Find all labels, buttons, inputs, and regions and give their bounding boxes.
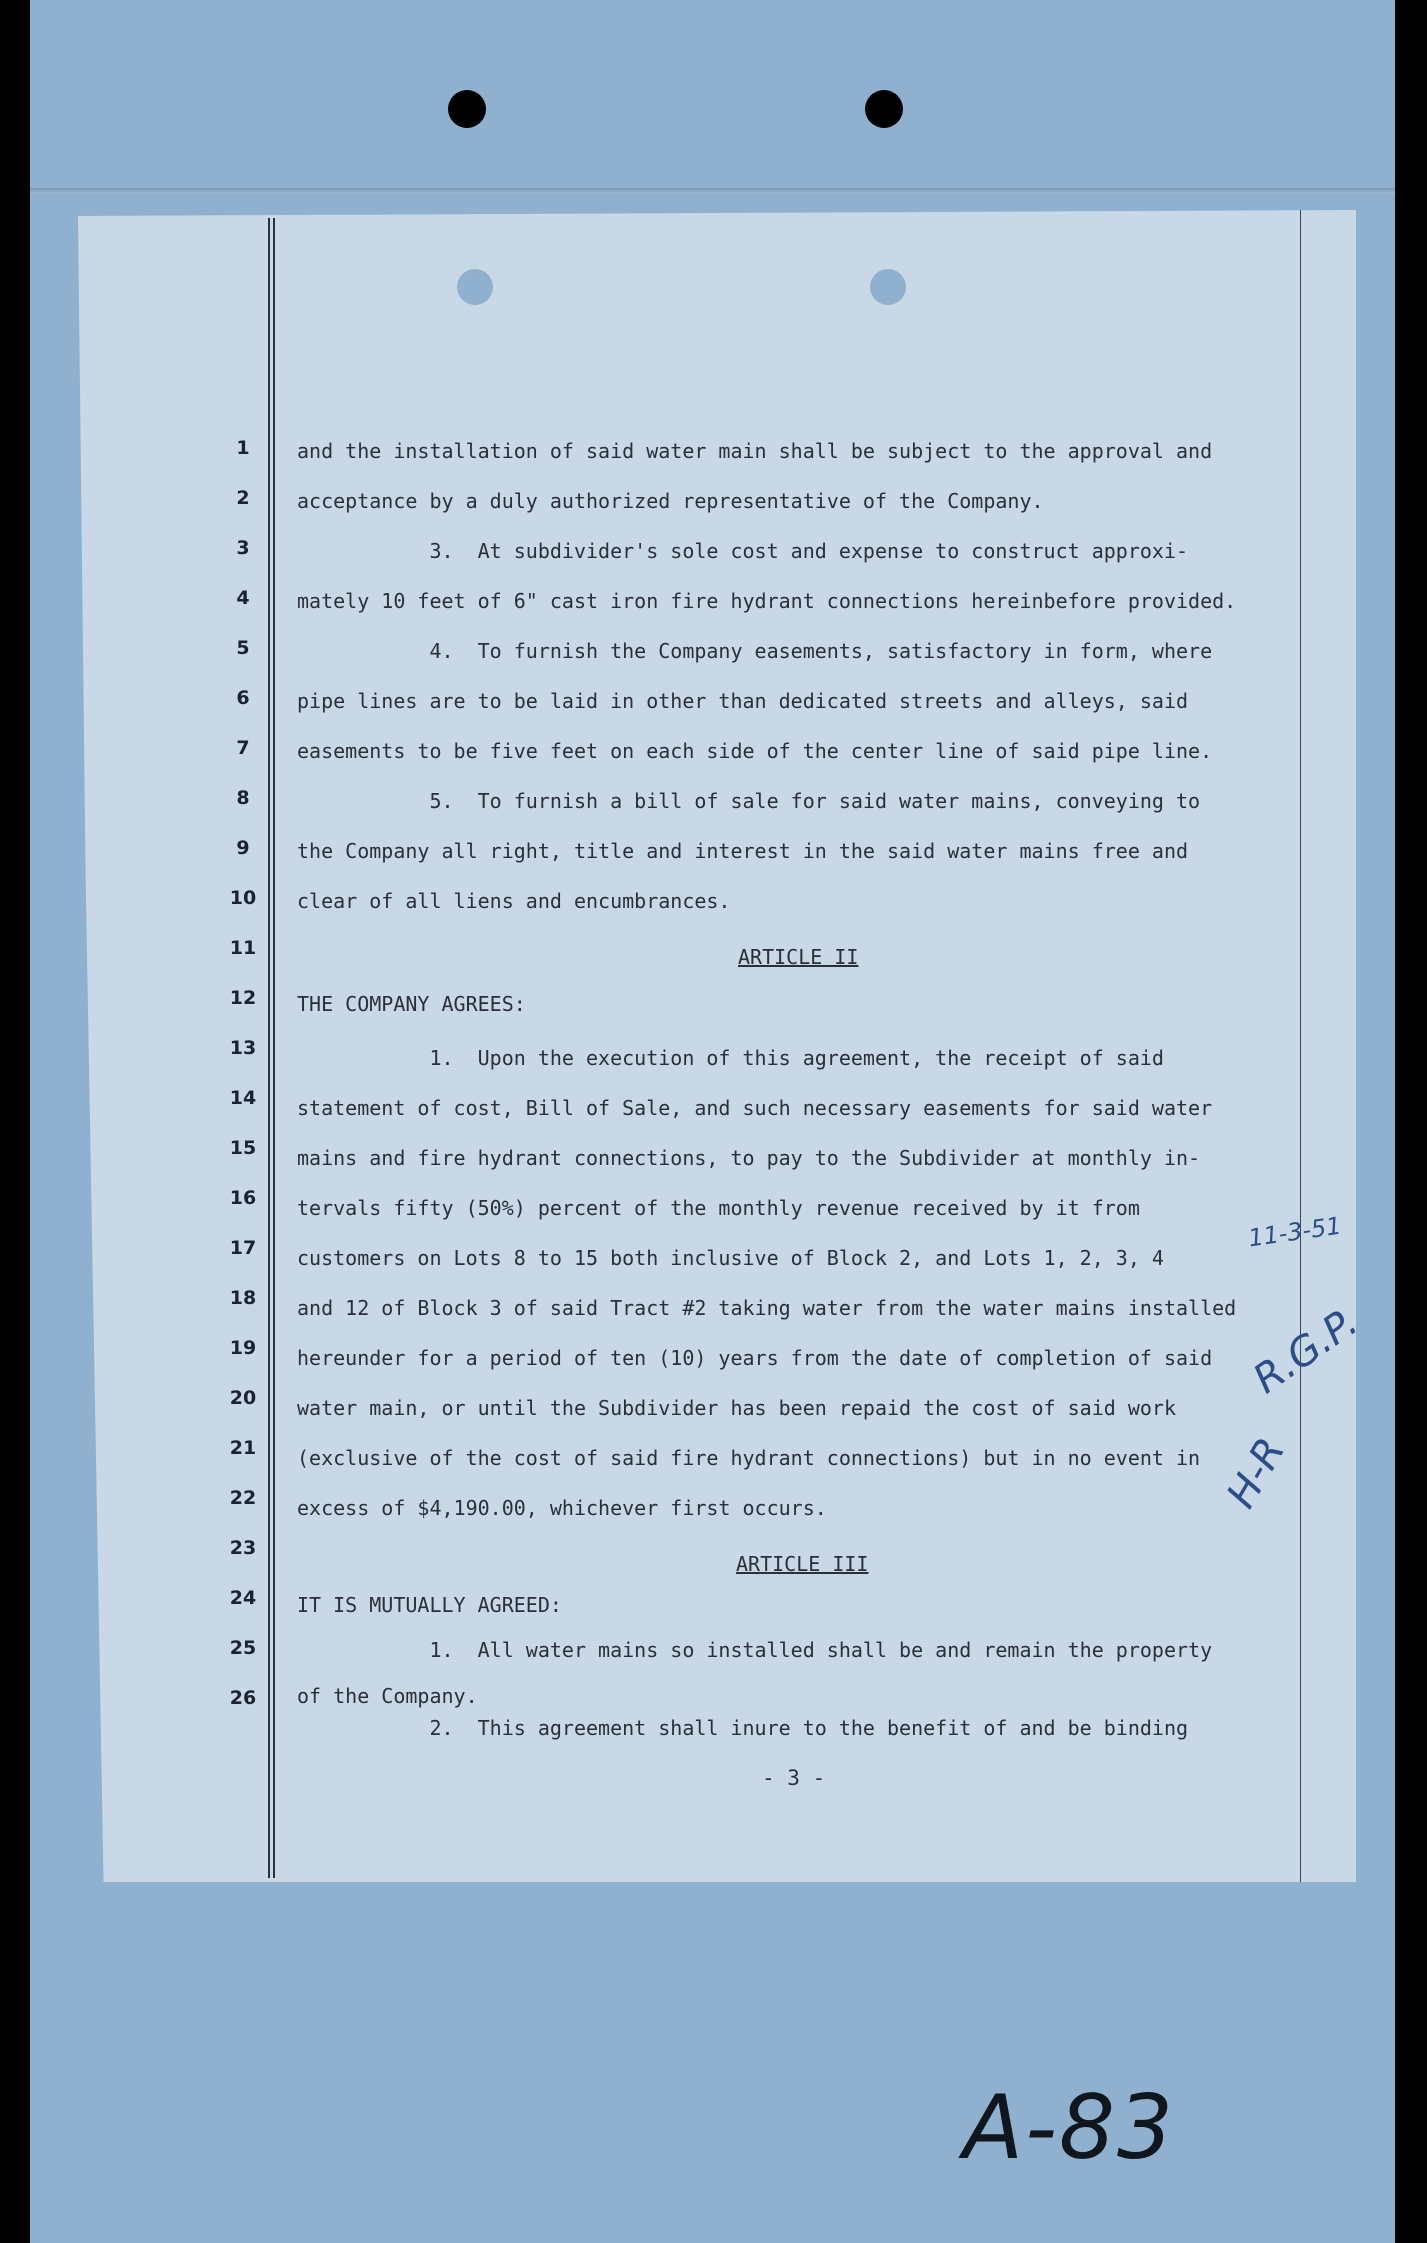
line-number: 19 [229, 1337, 257, 1359]
text-line: (exclusive of the cost of said fire hydrant connections) but in no event in [297, 1446, 1201, 1470]
company-agrees-heading: THE COMPANY AGREES: [297, 992, 526, 1016]
line-number: 13 [229, 1037, 257, 1059]
page-hole-left [457, 269, 493, 305]
line-number: 1 [236, 437, 250, 459]
article-2-heading: ARTICLE II [738, 945, 859, 969]
backing-fold [30, 188, 1395, 194]
line-number: 4 [236, 587, 250, 609]
line-number: 26 [229, 1687, 257, 1709]
text-line: 1. All water mains so installed shall be and remain the property [297, 1638, 1213, 1662]
text-line: mains and fire hydrant connections, to pay to the Subdivider at monthly in- [297, 1146, 1201, 1170]
line-number: 2 [236, 487, 250, 509]
line-number: 21 [229, 1437, 257, 1459]
text-line: and the installation of said water main shall be subject to the approval and [297, 439, 1213, 463]
text-line: of the Company. [297, 1684, 478, 1708]
line-number: 7 [236, 737, 250, 759]
line-number: 14 [229, 1087, 257, 1109]
text-line: mately 10 feet of 6" cast iron fire hydrant connections hereinbefore provided. [297, 589, 1237, 613]
line-number: 20 [229, 1387, 257, 1409]
handwritten-initials: H-R [1218, 1430, 1295, 1516]
article-3-heading: ARTICLE III [736, 1552, 869, 1576]
text-line: 4. To furnish the Company easements, satisfactory in form, where [297, 639, 1213, 663]
margin-rule-1 [268, 218, 270, 1878]
right-margin-rule [1300, 210, 1301, 1882]
line-number: 12 [229, 987, 257, 1009]
text-line: tervals fifty (50%) percent of the monthly revenue received by it from [297, 1196, 1140, 1220]
text-line: clear of all liens and encumbrances. [297, 889, 731, 913]
text-line: customers on Lots 8 to 15 both inclusive of Block 2, and Lots 1, 2, 3, 4 [297, 1246, 1164, 1270]
line-number: 22 [229, 1487, 257, 1509]
text-line: and 12 of Block 3 of said Tract #2 taking water from the water mains installed [297, 1296, 1237, 1320]
line-number: 5 [236, 637, 250, 659]
handwritten-date: 11-3-51 [1246, 1211, 1344, 1253]
text-line: 3. At subdivider's sole cost and expense to construct approxi- [297, 539, 1189, 563]
text-line: water main, or until the Subdivider has been repaid the cost of said work [297, 1396, 1176, 1420]
text-line: hereunder for a period of ten (10) years from the date of completion of said [297, 1346, 1213, 1370]
text-line: excess of $4,190.00, whichever first occurs. [297, 1496, 827, 1520]
line-number: 16 [229, 1187, 257, 1209]
text-line: 5. To furnish a bill of sale for said water mains, conveying to [297, 789, 1201, 813]
line-number: 9 [236, 837, 250, 859]
mutually-agreed-heading: IT IS MUTUALLY AGREED: [297, 1593, 562, 1617]
line-number: 18 [229, 1287, 257, 1309]
binder-hole-left [448, 90, 486, 128]
line-number: 17 [229, 1237, 257, 1259]
line-number: 25 [229, 1637, 257, 1659]
handwritten-initials: R.G.P. [1245, 1299, 1367, 1403]
line-number: 15 [229, 1137, 257, 1159]
text-line: the Company all right, title and interest in the said water mains free and [297, 839, 1189, 863]
text-line: acceptance by a duly authorized representative of the Company. [297, 489, 1044, 513]
page-number: - 3 - [762, 1766, 826, 1790]
line-number: 11 [229, 937, 257, 959]
exhibit-label: A-83 [963, 2076, 1175, 2179]
text-line: pipe lines are to be laid in other than dedicated streets and alleys, said [297, 689, 1189, 713]
line-number: 3 [236, 537, 250, 559]
text-line: statement of cost, Bill of Sale, and such necessary easements for said water [297, 1096, 1213, 1120]
text-line: 1. Upon the execution of this agreement, the receipt of said [297, 1046, 1164, 1070]
page-hole-right [870, 269, 906, 305]
line-number: 8 [236, 787, 250, 809]
text-line: 2. This agreement shall inure to the benefit of and be binding [297, 1716, 1189, 1740]
margin-rule-2 [273, 218, 275, 1878]
line-number: 23 [229, 1537, 257, 1559]
line-number: 24 [229, 1587, 257, 1609]
binder-hole-right [865, 90, 903, 128]
text-line: easements to be five feet on each side of the center line of said pipe line. [297, 739, 1213, 763]
line-number: 10 [229, 887, 257, 909]
line-number: 6 [236, 687, 250, 709]
